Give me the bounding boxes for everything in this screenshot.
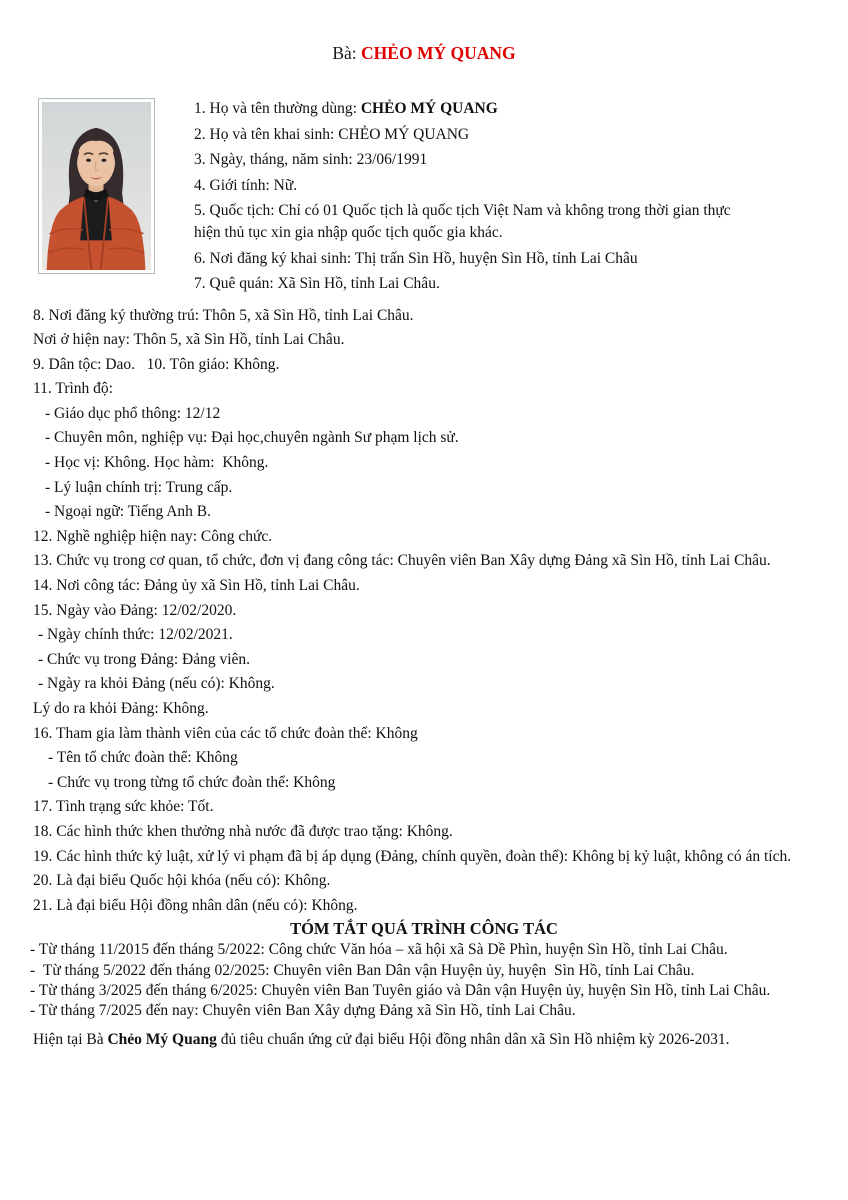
detail-org-name: - Tên tổ chức đoàn thể: Không bbox=[48, 749, 238, 767]
profile-top-section bbox=[0, 98, 848, 299]
career-period-4: - Từ tháng 7/2025 đến nay: Chuyên viên Ban Xây dựng Đảng xã Sìn Hồ, tỉnh Lai Châu. bbox=[30, 1002, 576, 1020]
detail-party-leave-date: - Ngày ra khỏi Đảng (nếu có): Không. bbox=[38, 675, 275, 693]
detail-party-leave-reason: Lý do ra khỏi Đảng: Không. bbox=[33, 700, 209, 717]
detail-education: - Giáo dục phổ thông: 12/12 bbox=[45, 404, 221, 422]
profile-item-1-label: 1. Họ và tên thường dùng: bbox=[194, 100, 361, 117]
career-history-list bbox=[0, 940, 848, 1021]
detail-item-16: 16. Tham gia làm thành viên của các tổ chức đoàn thể: Không bbox=[33, 724, 418, 742]
detail-item-15: 15. Ngày vào Đảng: 12/02/2020. bbox=[33, 601, 237, 619]
profile-item-4: 4. Giới tính: Nữ. bbox=[194, 176, 298, 194]
profile-item-3: 3. Ngày, tháng, năm sinh: 23/06/1991 bbox=[194, 151, 428, 168]
detail-official-date: - Ngày chính thức: 12/02/2021. bbox=[38, 626, 233, 644]
detail-item-8: 8. Nơi đăng ký thường trú: Thôn 5, xã Sìn Hồ, tỉnh Lai Châu. bbox=[33, 306, 414, 324]
detail-item-17: 17. Tình trạng sức khỏe: Tốt. bbox=[33, 798, 214, 816]
eligibility-suffix: đủ tiêu chuẩn ứng cử đại biểu Hội đồng nhân dân xã Sìn Hồ nhiệm kỳ 2026-2031. bbox=[216, 1030, 730, 1048]
detail-item-20: 20. Là đại biểu Quốc hội khóa (nếu có): Không. bbox=[33, 872, 331, 890]
detail-org-position: - Chức vụ trong từng tổ chức đoàn thể: Không bbox=[48, 773, 336, 791]
detail-item-11: 11. Trình độ: bbox=[33, 380, 113, 398]
profile-item-2: 2. Họ và tên khai sinh: CHẺO MÝ QUANG bbox=[194, 125, 470, 143]
profile-details-list bbox=[0, 304, 848, 919]
career-period-1: - Từ tháng 11/2015 đến tháng 5/2022: Công chức Văn hóa – xã hội xã Sà Dề Phìn, huyện Sìn Hồ, tỉnh Lai Châu. bbox=[30, 941, 728, 959]
profile-item-6: 6. Nơi đăng ký khai sinh: Thị trấn Sìn Hồ, huyện Sìn Hồ, tỉnh Lai Châu bbox=[194, 249, 638, 267]
profile-item-5: 5. Quốc tịch: Chỉ có 01 Quốc tịch là quốc tịch Việt Nam và không trong thời gian thực hiện thủ tục xin gia nhập quốc tịch quốc gia khác. bbox=[194, 202, 731, 241]
detail-current-residence: Nơi ở hiện nay: Thôn 5, xã Sìn Hồ, tỉnh Lai Châu. bbox=[33, 331, 345, 349]
title-honorific: Bà: bbox=[332, 43, 362, 63]
eligibility-prefix: Hiện tại Bà bbox=[33, 1030, 108, 1048]
page-title bbox=[0, 0, 848, 63]
profile-item-1-name: CHẺO MÝ QUANG bbox=[360, 100, 498, 117]
portrait-photo bbox=[38, 98, 155, 274]
career-period-2: - Từ tháng 5/2022 đến tháng 02/2025: Chuyên viên Ban Dân vận Huyện ủy, huyện Sìn Hồ, tỉnh Lai Châu. bbox=[30, 961, 695, 979]
detail-item-14: 14. Nơi công tác: Đảng ủy xã Sìn Hồ, tỉnh Lai Châu. bbox=[33, 577, 360, 595]
detail-specialty: - Chuyên môn, nghiệp vụ: Đại học,chuyên ngành Sư phạm lịch sử. bbox=[45, 429, 459, 447]
career-period-3: - Từ tháng 3/2025 đến tháng 6/2025: Chuyên viên Ban Tuyên giáo và Dân vận Huyện ủy, huyện Sìn Hồ, tỉnh Lai Châu. bbox=[30, 981, 771, 999]
detail-political-theory: - Lý luận chính trị: Trung cấp. bbox=[45, 478, 233, 496]
detail-item-21: 21. Là đại biểu Hội đồng nhân dân (nếu có): Không. bbox=[33, 896, 358, 914]
detail-item-18: 18. Các hình thức khen thưởng nhà nước đã được trao tặng: Không. bbox=[33, 822, 453, 840]
eligibility-person-name: Chẻo Mý Quang bbox=[107, 1030, 217, 1048]
detail-item-19: 19. Các hình thức kỷ luật, xử lý vi phạm đã bị áp dụng (Đảng, chính quyền, đoàn thể): Không bị kỷ luật, không có án tích. bbox=[33, 847, 792, 865]
portrait-photo-graphic bbox=[42, 102, 151, 270]
detail-foreign-language: - Ngoại ngữ: Tiếng Anh B. bbox=[45, 503, 212, 521]
detail-item-13: 13. Chức vụ trong cơ quan, tổ chức, đơn vị đang công tác: Chuyên viên Ban Xây dựng Đảng xã Sìn Hồ, tỉnh Lai Châu. bbox=[33, 552, 771, 570]
eligibility-statement bbox=[0, 1029, 848, 1051]
profile-item-1 bbox=[194, 98, 750, 120]
profile-items-1-7 bbox=[194, 98, 750, 299]
detail-item-9-10: 9. Dân tộc: Dao. 10. Tôn giáo: Không. bbox=[33, 355, 280, 373]
title-person-name: CHẺO MÝ QUANG bbox=[361, 43, 516, 63]
profile-item-7: 7. Quê quán: Xã Sìn Hồ, tỉnh Lai Châu. bbox=[194, 275, 440, 292]
detail-degree: - Học vị: Không. Học hàm: Không. bbox=[45, 454, 269, 472]
detail-item-12: 12. Nghề nghiệp hiện nay: Công chức. bbox=[33, 527, 273, 545]
career-section-heading: TÓM TẮT QUÁ TRÌNH CÔNG TÁC bbox=[290, 919, 558, 939]
detail-party-position: - Chức vụ trong Đảng: Đảng viên. bbox=[38, 650, 251, 668]
